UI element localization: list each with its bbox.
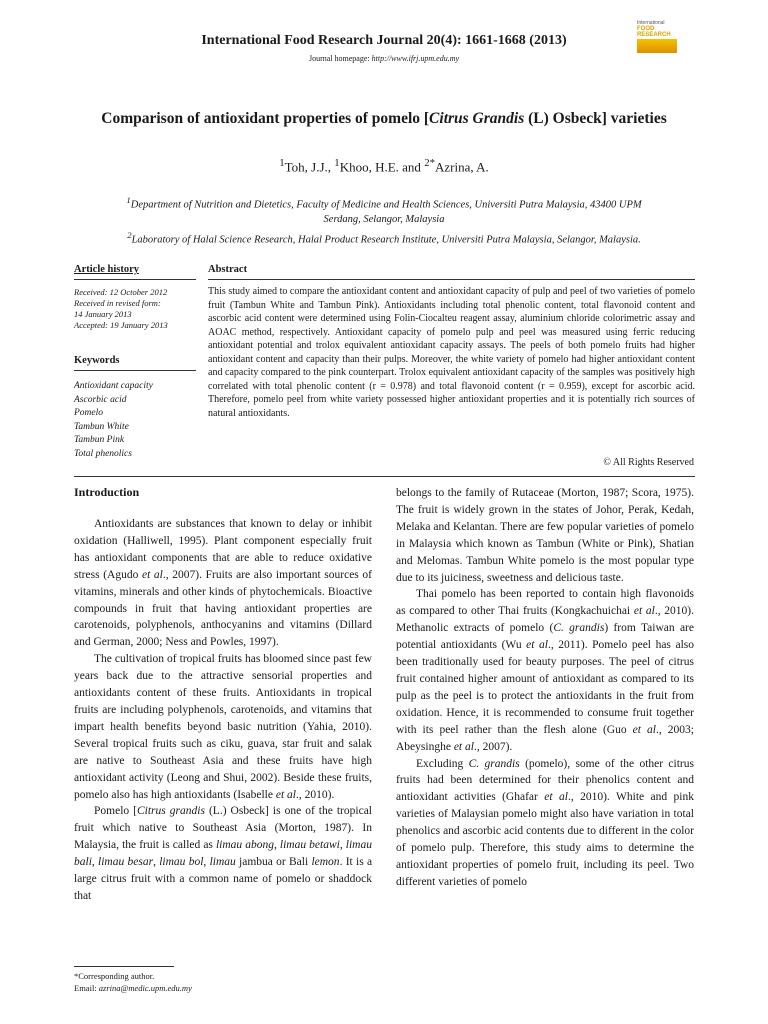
keyword-item: Ascorbic acid [74,394,127,405]
author2: Khoo, H.E. and [339,159,425,175]
body-column-right [396,485,694,891]
intro-paragraph-2: The cultivation of tropical fruits has bloomed since past few years back due to the attractive sensorial properties and antioxidants content of these fruits. Antioxidants in tropical fruits are including polyphenols, carotenoids, and vitamins that impart health benefits beyond basic nutrition (Yahia, 2010). Several tropical fruits such as ciku, guava, star fruit and salak are native to Southeast Asia and these fruits have high antioxidant activity (Leong and Shui, 2002). Beside these fruits, pomelo also has high antioxidants (Isabelle et al., 2010). [74,653,372,801]
received-date: Received: 12 October 2012 [74,287,168,297]
intro-paragraph-6: Excluding C. grandis (pomelo), some of the other citrus fruits had been determined for their phenolics content and antioxidant activities (Ghafar et al., 2010). White and pink varieties of Malaysian pomelo might also have variation in total phenolics and ascorbic acid contents due to different in the color of pomelo pulp. Therefore, this study aims to determine the antioxidant properties of pomelo fruit, including its peel. Two different varieties of pomelo [396,757,694,888]
author1: Toh, J.J., [284,159,335,175]
article-history [74,287,204,331]
title-italic: Citrus Grandis [429,110,525,127]
keywords-list [74,380,204,461]
abstract-text: This study aimed to compare the antioxidant content and antioxidant capacity of pulp and peel of two varieties of pomelo fruit (Tambun White and Tambun Pink). Antioxidants including total phenolic content, total flavonoid content and ascorbic acid content were determined using Folin-Ciocalteu reagent assay, aluminium chloride colorimetric assay and AOAC method, respectively. Antioxidant capacity of pomelo pulp and peel was measured using ferric reducing antioxidant potential and trolox equivalent antioxidant capacity assays. The peels of both pomelo fruits had higher antioxidant content and capacity than their pulps. Moreover, the white variety of pomelo had higher antioxidant content and capacity compared to the pink counterpart. Trolox equivalent antioxidant capacity of the samples was positively high correlated with total phenolic content (r = 0.978) and total flavonoid content (r = 0.959), except for ascorbic acid. Therefore, pomelo peel from white variety possessed higher antioxidant properties and it is potentially rich sources of natural antioxidants. [208,286,695,419]
keyword-item: Antioxidant capacity [74,381,153,391]
keywords-rule [74,370,196,371]
affiliation-2 [120,228,648,248]
revised-label: Received in revised form: [74,298,161,308]
author3-sup: 2* [424,157,436,169]
keyword-item: Pomelo [74,408,104,418]
affiliation-1 [120,193,648,228]
corresponding-author: *Corresponding author. [74,971,155,981]
keyword-item: Tambun White [74,421,129,432]
intro-paragraph-4: belongs to the family of Rutaceae (Morton, 1987; Scora, 1975). The fruit is widely grown in the states of Johor, Perak, Kedah, Melaka and Kelantan. There are few popular varieties of pomelo in Malaysia which known as Tambun (White or Pink), Shatian and Melomas. Tambun White pomelo is the most popular type due to its juiciness, sweetness and delicious taste. [396,487,694,584]
email-label: Email: [74,983,99,993]
logo-line2: FOOD RESEARCH [637,26,671,38]
email-link[interactable]: azrina@medic.upm.edu.my [98,983,192,993]
accepted-date: Accepted: 19 January 2013 [74,320,168,330]
section-rule [74,476,695,477]
abstract-heading: Abstract [208,264,248,275]
intro-paragraph-1: Antioxidants are substances that known to delay or inhibit oxidation (Halliwell, 1995). Plant component especially fruit has antioxidant components that are able to reduce oxidative stress (Agudo et al., 2007). Fruits are also important sources of vitamins, minerals and other kinds of phytochemicals. Bioactive compounds in fruit that having antioxidant properties are carotenoids, polyphenols, anthocyanins and vitamins (Dillard and German, 2000; Ness and Powles, 1997). [74,518,372,649]
journal-title: International Food Research Journal 20(4): 1661-1668 (2013) [201,33,567,48]
article-history-heading: Article history [74,264,140,275]
email-line [74,982,374,994]
keywords-heading: Keywords [74,355,120,366]
revised-date: 14 January 2013 [74,309,132,319]
intro-paragraph-3: Pomelo [Citrus grandis (L.) Osbeck] is one of the tropical fruit which native to Southeast Asia (Morton, 1987). In Malaysia, the fruit is called as limau abong, limau betawi, limau bali, limau besar, limau bol, limau jambua or Bali lemon. It is a large citrus fruit with a common name of pomelo or shaddock that [74,805,373,902]
affil2-text: Laboratory of Halal Science Research, Halal Product Research Institute, Universiti Putra Malaysia, Selangor, Malaysia. [131,234,641,245]
footnote [74,970,374,994]
paper-title [70,108,698,129]
introduction-heading: Introduction [74,485,140,499]
author3: Azrina, A. [435,159,489,175]
affil1-sup: 1 [126,195,131,205]
homepage-label: Journal homepage: [308,54,372,63]
keyword-item: Total phenolics [74,448,132,459]
author2-sup: 1 [334,157,340,169]
abstract-rule [208,279,695,280]
history-rule [74,279,196,280]
title-part2: (L) Osbeck] varieties [524,110,667,127]
body-column-left [74,516,372,905]
keyword-item: Tambun Pink [74,435,125,445]
homepage-link[interactable]: http://www.ifrj.upm.edu.my [371,54,460,63]
logo-line1: International [637,20,665,26]
author1-sup: 1 [279,157,285,169]
footnote-rule [74,966,174,967]
journal-logo [637,20,677,54]
journal-homepage [0,54,768,63]
rights-notice: © All Rights Reserved [603,457,694,468]
affiliations [120,193,648,248]
title-part1: Comparison of antioxidant properties of pomelo [ [101,110,430,127]
intro-paragraph-5: Thai pomelo has been reported to contain high flavonoids as compared to other Thai fruits (Kongkachuichai et al., 2010). Methanolic extracts of pomelo (C. grandis) from Taiwan are potential antioxidants (Wu et al., 2011). Pomelo peel has also been traditionally used for beauty purposes. The peel of citrus fruit contained higher amount of antioxidant as compared to its pulp as the peel is to protect the antioxidants in the fruit from oxidation. Hence, it is recommended to consume fruit together with its peel rather than the flesh alone (Guo et al., 2003; Abeysinghe et al., 2007). [396,588,694,753]
affil1-text: Department of Nutrition and Dietetics, Faculty of Medicine and Health Sciences, Universiti Putra Malaysia, 43400 UPM Serdang, Selangor, Malaysia [130,199,642,225]
logo-bar [637,39,677,53]
authors [0,157,768,175]
affil2-sup: 2 [127,229,132,240]
